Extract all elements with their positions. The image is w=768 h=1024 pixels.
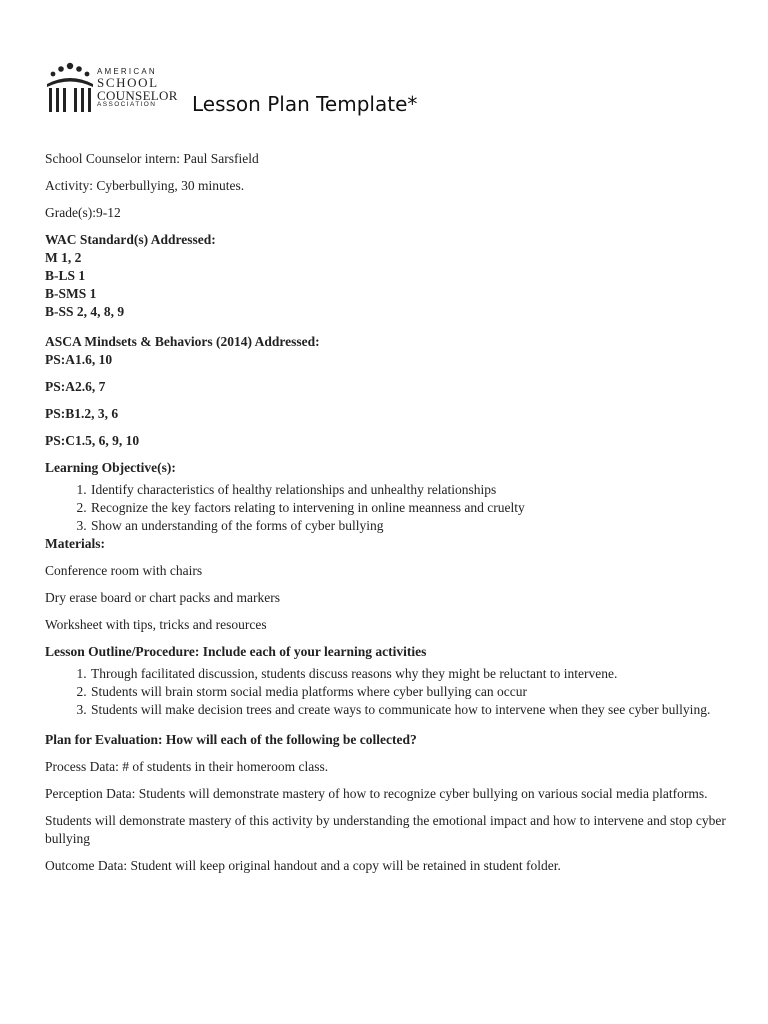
logo-line-3: COUNSELOR: [97, 88, 178, 103]
asca-item: PS:B1.2, 3, 6: [45, 406, 119, 421]
asca-item: PS:A1.6, 10: [45, 352, 113, 367]
wac-heading: WAC Standard(s) Addressed:: [45, 232, 216, 247]
evaluation-section: [45, 731, 735, 875]
list-item: 1. Identify characteristics of healthy relationships and unhealthy relationships: [90, 481, 735, 499]
outline-list: [45, 665, 735, 719]
asca-section: [45, 333, 735, 450]
wac-section: [45, 231, 735, 321]
materials-section: [45, 535, 735, 634]
page-title: Lesson Plan Template*: [192, 92, 418, 116]
asca-heading: ASCA Mindsets & Behaviors (2014) Addressed:: [45, 334, 320, 349]
activity-line: Activity: Cyberbullying, 30 minutes.: [45, 178, 245, 193]
perception-data: Perception Data: Students will demonstrate mastery of how to recognize cyber bullying on various social media platforms.: [45, 786, 708, 801]
logo-line-1: AMERICAN: [97, 67, 157, 76]
list-item: 1. Through facilitated discussion, students discuss reasons why they might be reluctant to intervene.: [90, 665, 735, 683]
wac-item: M 1, 2: [45, 250, 82, 265]
list-item: 3. Show an understanding of the forms of cyber bullying: [90, 517, 735, 535]
mastery-statement: Students will demonstrate mastery of this activity by understanding the emotional impact and how to intervene and stop cyber bullying: [45, 813, 726, 846]
wac-item: B-LS 1: [45, 268, 86, 283]
materials-heading: Materials:: [45, 536, 105, 551]
objectives-list: [45, 481, 735, 535]
grades-line: Grade(s):9-12: [45, 205, 121, 220]
asca-logo-icon: [45, 60, 95, 116]
document-body: [45, 150, 735, 884]
outline-heading: Lesson Outline/Procedure: Include each of your learning activities: [45, 644, 427, 659]
logo-line-4: ASSOCIATION: [97, 101, 157, 108]
evaluation-heading: Plan for Evaluation: How will each of the following be collected?: [45, 732, 417, 747]
process-data: Process Data: # of students in their homeroom class.: [45, 759, 329, 774]
wac-item: B-SS 2, 4, 8, 9: [45, 304, 125, 319]
intern-line: School Counselor intern: Paul Sarsfield: [45, 151, 259, 166]
asca-item: PS:C1.5, 6, 9, 10: [45, 433, 140, 448]
list-item: 2. Students will brain storm social media platforms where cyber bullying can occur: [90, 683, 735, 701]
outcome-data: Outcome Data: Student will keep original handout and a copy will be retained in student folder.: [45, 858, 561, 873]
asca-item: PS:A2.6, 7: [45, 379, 106, 394]
list-item: 3. Students will make decision trees and create ways to communicate how to intervene when they see cyber bullying.: [90, 701, 735, 719]
materials-item: Conference room with chairs: [45, 563, 203, 578]
objectives-heading: Learning Objective(s):: [45, 460, 176, 475]
objectives-section: [45, 459, 735, 535]
list-item: 2. Recognize the key factors relating to intervening in online meanness and cruelty: [90, 499, 735, 517]
outline-section: [45, 643, 735, 719]
wac-item: B-SMS 1: [45, 286, 97, 301]
asca-logo: [45, 60, 185, 116]
header: [45, 60, 545, 120]
logo-line-2: SCHOOL: [97, 75, 159, 90]
materials-item: Dry erase board or chart packs and markers: [45, 590, 281, 605]
logo-wordmark: [97, 68, 178, 109]
materials-item: Worksheet with tips, tricks and resources: [45, 617, 267, 632]
